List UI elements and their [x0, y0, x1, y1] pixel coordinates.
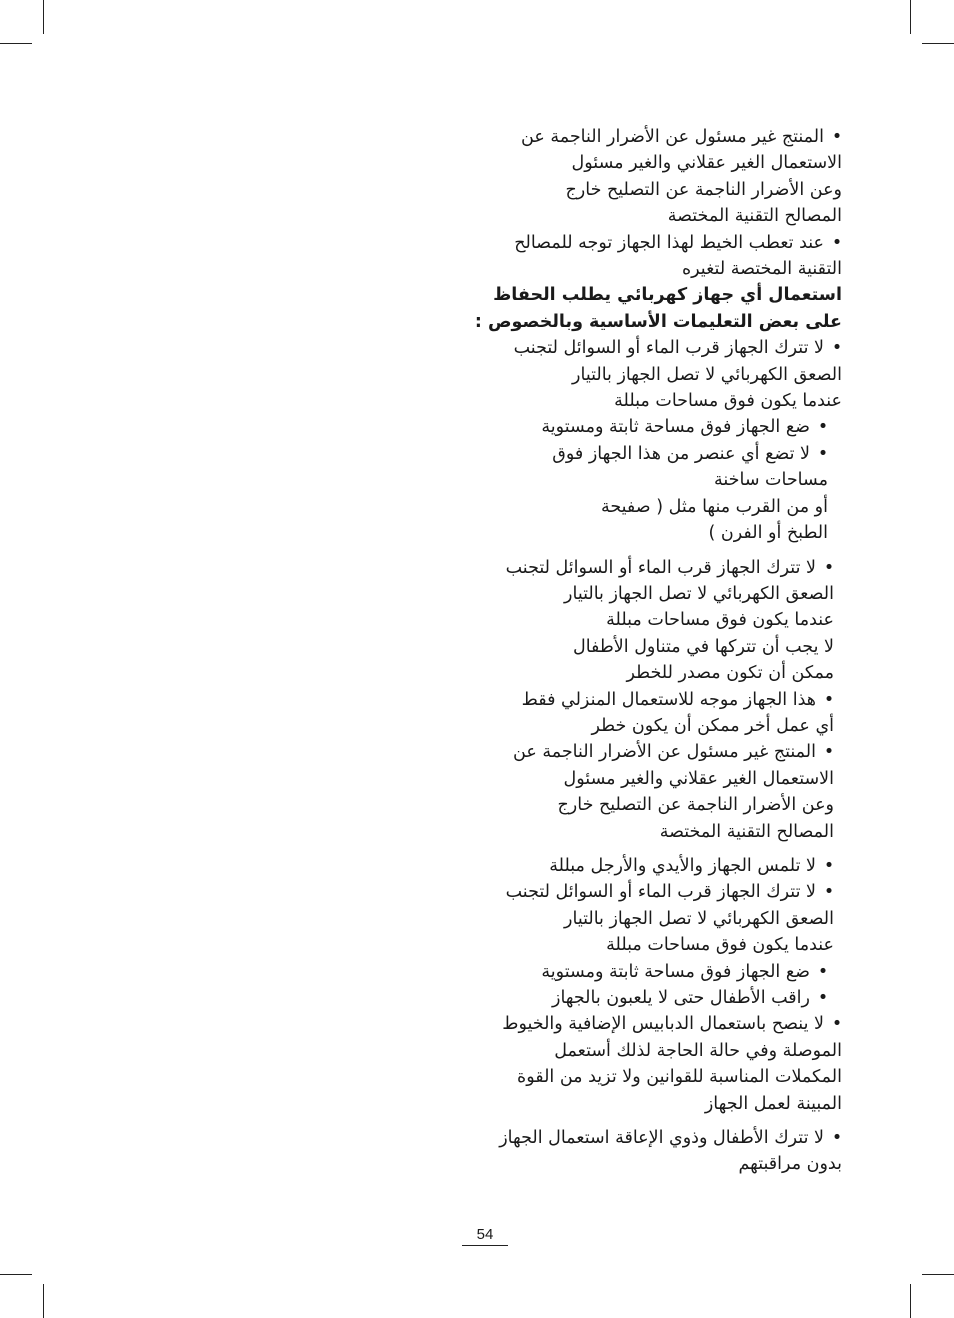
- text-line: المصالح التقنية المختصة: [667, 206, 842, 227]
- text-line: الصعق الكهربائي لا تصل الجهاز بالتيار: [564, 583, 834, 604]
- text-line: لا ينصح باستعمال الدبابيس الإضافية والخيوط: [502, 1014, 824, 1035]
- crop-mark-bottom-left-vertical: [43, 1284, 44, 1318]
- text-line: راقب الأطفال حتى لا يلعبون بالجهاز: [552, 988, 810, 1008]
- text-line: أو من القرب منها مثل ( صفيحة: [600, 496, 828, 517]
- bullet-item: [470, 985, 828, 1011]
- text-line: لا تترك الجهاز قرب الماء أو السوائل لتجنب: [505, 557, 816, 578]
- text-line: الموصلة وفي حالة الحاجة لذلك أستعمل: [554, 1040, 842, 1061]
- bullet-marker: •: [817, 988, 829, 1008]
- text-line: عندما يكون فوق مساحات مبللة: [606, 610, 834, 631]
- instructions-text: [470, 124, 842, 1178]
- text-line: بدون مراقبتهم: [738, 1154, 842, 1175]
- text-line: الصعق الكهربائي لا تصل الجهاز بالتيار: [572, 364, 842, 385]
- bullet-marker: •: [817, 961, 829, 982]
- text-line: الاستعمال الغير عقلاني والغير مسئول: [571, 153, 842, 174]
- text-line: المصالح التقنية المختصة: [659, 821, 834, 842]
- text-line: المبينة لعمل الجهاز: [704, 1093, 842, 1114]
- crop-mark-top-left-horizontal: [0, 43, 32, 44]
- text-line: المنتج غير مسئول عن الأضرار الناجمة عن: [513, 742, 816, 763]
- text-line: وعن الأضرار الناجمة عن التصليح خارج: [565, 179, 842, 200]
- bullet-item: [470, 1125, 842, 1178]
- crop-mark-bottom-right-vertical: [910, 1284, 911, 1318]
- bullet-item: [470, 959, 828, 985]
- bullet-item: [470, 739, 834, 845]
- text-line: لا تلمس الجهاز والأيدي والأرجل مبللة: [549, 855, 816, 876]
- crop-mark-top-right-horizontal: [922, 43, 954, 44]
- text-line: لا تضع أي عنصر من هذا الجهاز فوق: [552, 443, 810, 464]
- bullet-marker: •: [823, 742, 835, 763]
- text-line: الصعق الكهربائي لا تصل الجهاز بالتيار: [564, 908, 834, 929]
- section-heading: [470, 282, 842, 335]
- text-line: وعن الأضرار الناجمة عن التصليح خارج: [557, 795, 834, 816]
- text-line: ممكن أن تكون مصدر للخطر: [626, 663, 834, 684]
- bullet-marker: •: [823, 855, 835, 876]
- text-line: هذا الجهاز موجه للاستعمال المنزلي فقط: [521, 689, 816, 710]
- text-line: ضع الجهاز فوق مساحة ثابتة ومستوية: [541, 417, 810, 438]
- bullet-marker: •: [831, 127, 843, 147]
- text-line: عند تعطب الخيط لهذا الجهاز توجه للمصالح: [514, 232, 824, 253]
- bullet-item: [470, 414, 828, 440]
- bullet-marker: •: [817, 443, 829, 464]
- bullet-marker: •: [823, 689, 835, 710]
- bullet-item: [470, 124, 842, 230]
- bullet-item: [470, 335, 842, 414]
- bullet-marker: •: [823, 882, 835, 903]
- text-line: المكملات المناسبة للقوانين ولا تزيد من القوة: [517, 1067, 842, 1088]
- bullet-marker: •: [817, 417, 829, 438]
- text-line: لا تترك الجهاز قرب الماء أو السوائل لتجنب: [505, 882, 816, 903]
- bullet-item: [470, 1011, 842, 1117]
- text-line: لا تترك الأطفال وذوي الإعاقة استعمال الجهاز: [499, 1128, 824, 1149]
- bullet-item: [470, 853, 834, 879]
- crop-mark-top-right-vertical: [910, 0, 911, 34]
- bullet-item: [470, 687, 834, 740]
- text-line: عندما يكون فوق مساحات مبللة: [614, 391, 842, 412]
- text-line: المنتج غير مسئول عن الأضرار الناجمة عن: [521, 127, 824, 147]
- bullet-marker: •: [831, 338, 843, 359]
- text-line: لا تترك الجهاز قرب الماء أو السوائل لتجنب: [513, 338, 824, 359]
- text-line: استعمال أي جهاز كهربائي يطلب الحفاظ: [493, 285, 842, 306]
- text-line: أي عمل أخر ممكن أن يكون خطر: [591, 715, 834, 736]
- bullet-marker: •: [831, 1128, 843, 1149]
- bullet-item: [470, 879, 834, 958]
- spacer: [470, 845, 842, 853]
- text-line: الطبخ أو الفرن ): [708, 523, 828, 544]
- bullet-item: [470, 441, 828, 547]
- bullet-marker: •: [831, 1014, 843, 1035]
- bullet-item: [470, 230, 842, 283]
- bullet-marker: •: [831, 232, 843, 253]
- crop-mark-bottom-right-horizontal: [922, 1274, 954, 1275]
- crop-mark-top-left-vertical: [43, 0, 44, 34]
- text-line: الاستعمال الغير عقلاني والغير مسئول: [563, 768, 834, 789]
- bullet-item: [470, 555, 834, 687]
- text-line: مساحات ساخنة: [714, 470, 828, 491]
- text-line: عندما يكون فوق مساحات مبللة: [606, 935, 834, 956]
- text-line: لا يجب أن تتركها في متناول الأطفال: [572, 636, 834, 657]
- text-line: ضع الجهاز فوق مساحة ثابتة ومستوية: [541, 961, 810, 982]
- page-number: 54: [462, 1226, 508, 1246]
- spacer: [470, 547, 842, 555]
- spacer: [470, 1117, 842, 1125]
- text-line: التقنية المختصة لتغيره: [681, 259, 842, 280]
- text-line: على بعض التعليمات الأساسية وبالخصوص :: [474, 311, 842, 332]
- bullet-marker: •: [823, 557, 835, 578]
- crop-mark-bottom-left-horizontal: [0, 1274, 32, 1275]
